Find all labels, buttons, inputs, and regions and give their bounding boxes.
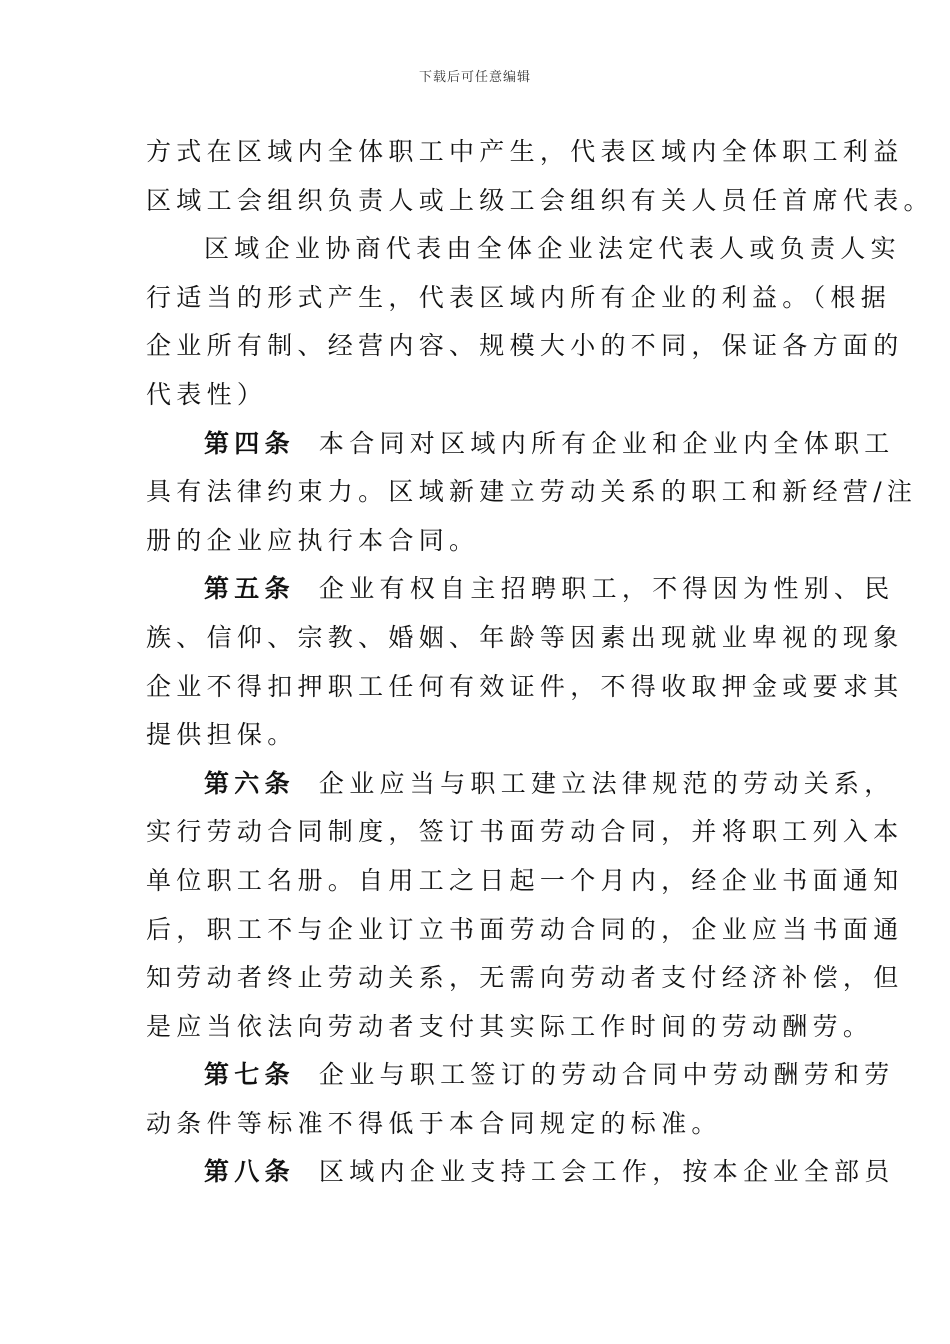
article-4-line — [146, 420, 895, 469]
text-line: 行适当的形式产生，代表区域内所有企业的利益。（根据 — [146, 282, 892, 312]
text-line: 后，职工不与企业订立书面劳动合同的，企业应当书面通 — [146, 914, 904, 944]
text-line: 企业所有制、经营内容、规模大小的不同，保证各方面的 — [146, 331, 904, 361]
article-7-line — [146, 1051, 895, 1100]
text-line: 方式在区域内全体职工中产生，代表区域内全体职工利益 — [146, 137, 904, 166]
text-line: 册的企业应执行本合同。 — [146, 525, 480, 555]
text-line: 实行劳动合同制度，签订书面劳动合同，并将职工列入本 — [146, 817, 904, 847]
article-text: 区域内企业支持工会工作，按本企业全部员 — [318, 1157, 895, 1187]
text-line: 族、信仰、宗教、婚姻、年龄等因素出现就业卑视的现象 — [146, 622, 904, 652]
article-text: 企业应当与职工建立法律规范的劳动关系， — [318, 768, 895, 798]
text-line: 知劳动者终止劳动关系，无需向劳动者支付经济补偿，但 — [146, 963, 904, 993]
text-line: 具有法律约束力。区域新建立劳动关系的职工和新经营/注 — [146, 477, 918, 507]
page-header-note: 下载后可任意编辑 — [418, 70, 531, 85]
article-text: 企业与职工签订的劳动合同中劳动酬劳和劳 — [318, 1060, 895, 1090]
article-6-line — [146, 760, 895, 809]
text-line: 提供担保。 — [146, 720, 298, 750]
text-line: 单位职工名册。自用工之日起一个月内，经企业书面通知 — [146, 865, 904, 895]
article-number: 第八条 — [204, 1157, 295, 1187]
article-5-line — [146, 565, 895, 614]
article-number: 第七条 — [204, 1060, 295, 1090]
text-line: 是应当依法向劳动者支付其实际工作时间的劳动酬劳。 — [146, 1011, 874, 1041]
article-8-line — [146, 1148, 895, 1197]
article-number: 第六条 — [204, 768, 295, 798]
article-number: 第五条 — [204, 574, 295, 604]
text-line: 区域企业协商代表由全体企业法定代表人或负责人实 — [204, 234, 901, 264]
article-number: 第四条 — [204, 428, 295, 458]
text-line: 代表性） — [146, 379, 268, 409]
text-line: 动条件等标准不得低于本合同规定的标准。 — [146, 1108, 722, 1138]
text-line: 企业不得扣押职工任何有效证件，不得收取押金或要求其 — [146, 671, 904, 701]
document-body — [146, 128, 934, 1197]
article-text: 本合同对区域内所有企业和企业内全体职工 — [318, 428, 895, 458]
article-text: 企业有权自主招聘职工，不得因为性别、民 — [318, 574, 895, 604]
text-line: 区域工会组织负责人或上级工会组织有关人员任首席代表。 — [146, 185, 934, 215]
